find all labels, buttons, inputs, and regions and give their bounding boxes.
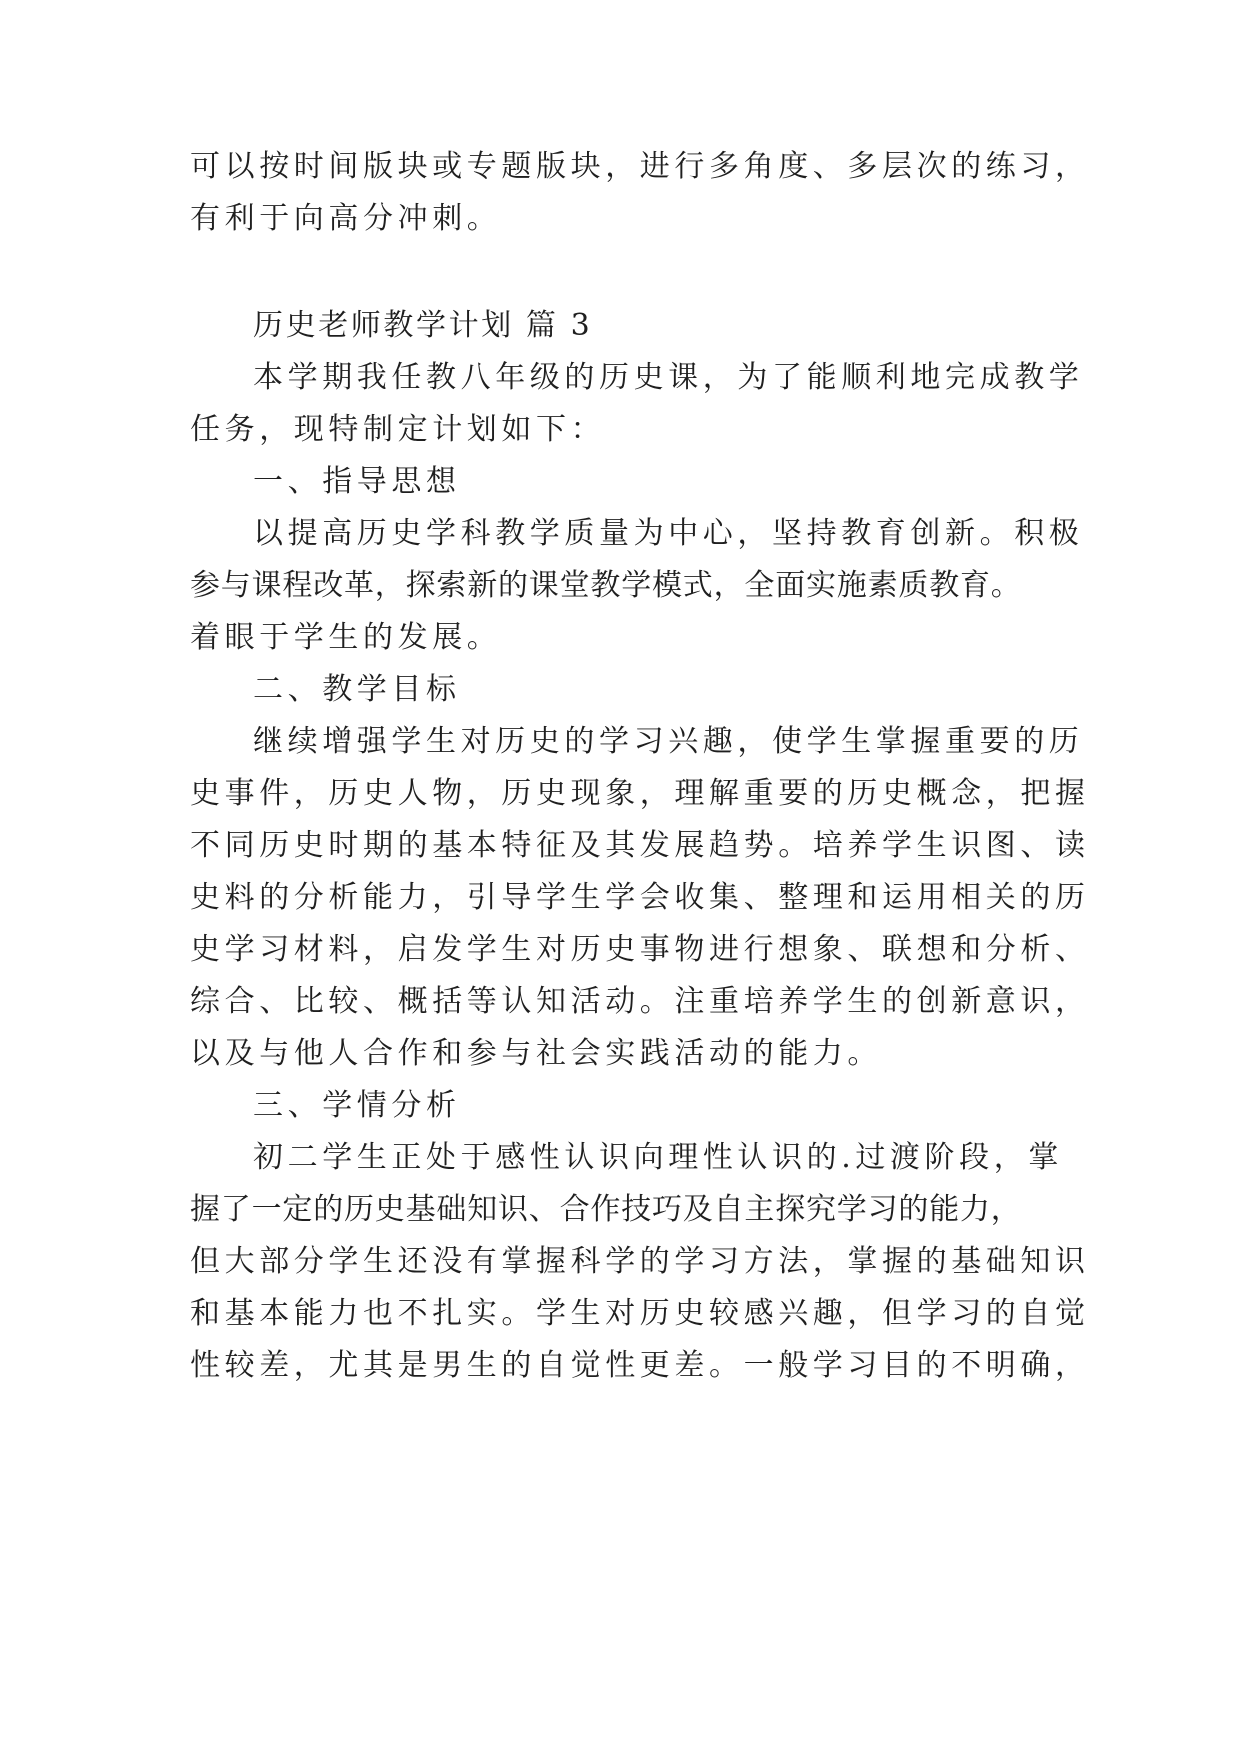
heading-guiding-thought: 一、指导思想 — [253, 464, 461, 499]
continued-line-2: 有利于向高分冲刺。 — [190, 201, 502, 236]
para2-line-4: 史料的分析能力，引导学生学会收集、整理和运用相关的历 — [190, 880, 1090, 915]
para3-line-5: 性较差，尤其是男生的自觉性更差。一般学习目的不明确， — [190, 1348, 1090, 1383]
para2-line-2: 史事件，历史人物，历史现象，理解重要的历史概念，把握 — [190, 776, 1090, 811]
para2-line-6: 综合、比较、概括等认知活动。注重培养学生的创新意识， — [190, 984, 1090, 1019]
para2-line-1: 继续增强学生对历史的学习兴趣，使学生掌握重要的历 — [253, 724, 1084, 759]
para3-line-2: 握了一定的历史基础知识、合作技巧及自主探究学习的能力， — [190, 1192, 1022, 1227]
section-title: 历史老师教学计划 篇 3 — [253, 308, 593, 343]
para2-line-3: 不同历史时期的基本特征及其发展趋势。培养学生识图、读 — [190, 828, 1090, 863]
para1-line-2: 参与课程改革，探索新的课堂教学模式，全面实施素质教育。 — [190, 568, 1022, 603]
heading-student-analysis: 三、学情分析 — [253, 1088, 461, 1123]
para2-line-5: 史学习材料，启发学生对历史事物进行想象、联想和分析、 — [190, 932, 1090, 967]
para1-line-1: 以提高历史学科教学质量为中心，坚持教育创新。积极 — [253, 516, 1084, 551]
para1-line-3: 着眼于学生的发展。 — [190, 620, 502, 655]
para3-line-4: 和基本能力也不扎实。学生对历史较感兴趣，但学习的自觉 — [190, 1296, 1090, 1331]
intro-line-1: 本学期我任教八年级的历史课，为了能顺利地完成教学 — [253, 360, 1084, 395]
para2-line-7: 以及与他人合作和参与社会实践活动的能力。 — [190, 1036, 882, 1071]
para3-line-3: 但大部分学生还没有掌握科学的学习方法，掌握的基础知识 — [190, 1244, 1090, 1279]
continued-line-1: 可以按时间版块或专题版块，进行多角度、多层次的练习， — [190, 149, 1090, 184]
para3-line-1: 初二学生正处于感性认识向理性认识的.过渡阶段，掌 — [253, 1140, 1063, 1175]
intro-line-2: 任务，现特制定计划如下： — [190, 412, 606, 447]
heading-teaching-goals: 二、教学目标 — [253, 672, 461, 707]
